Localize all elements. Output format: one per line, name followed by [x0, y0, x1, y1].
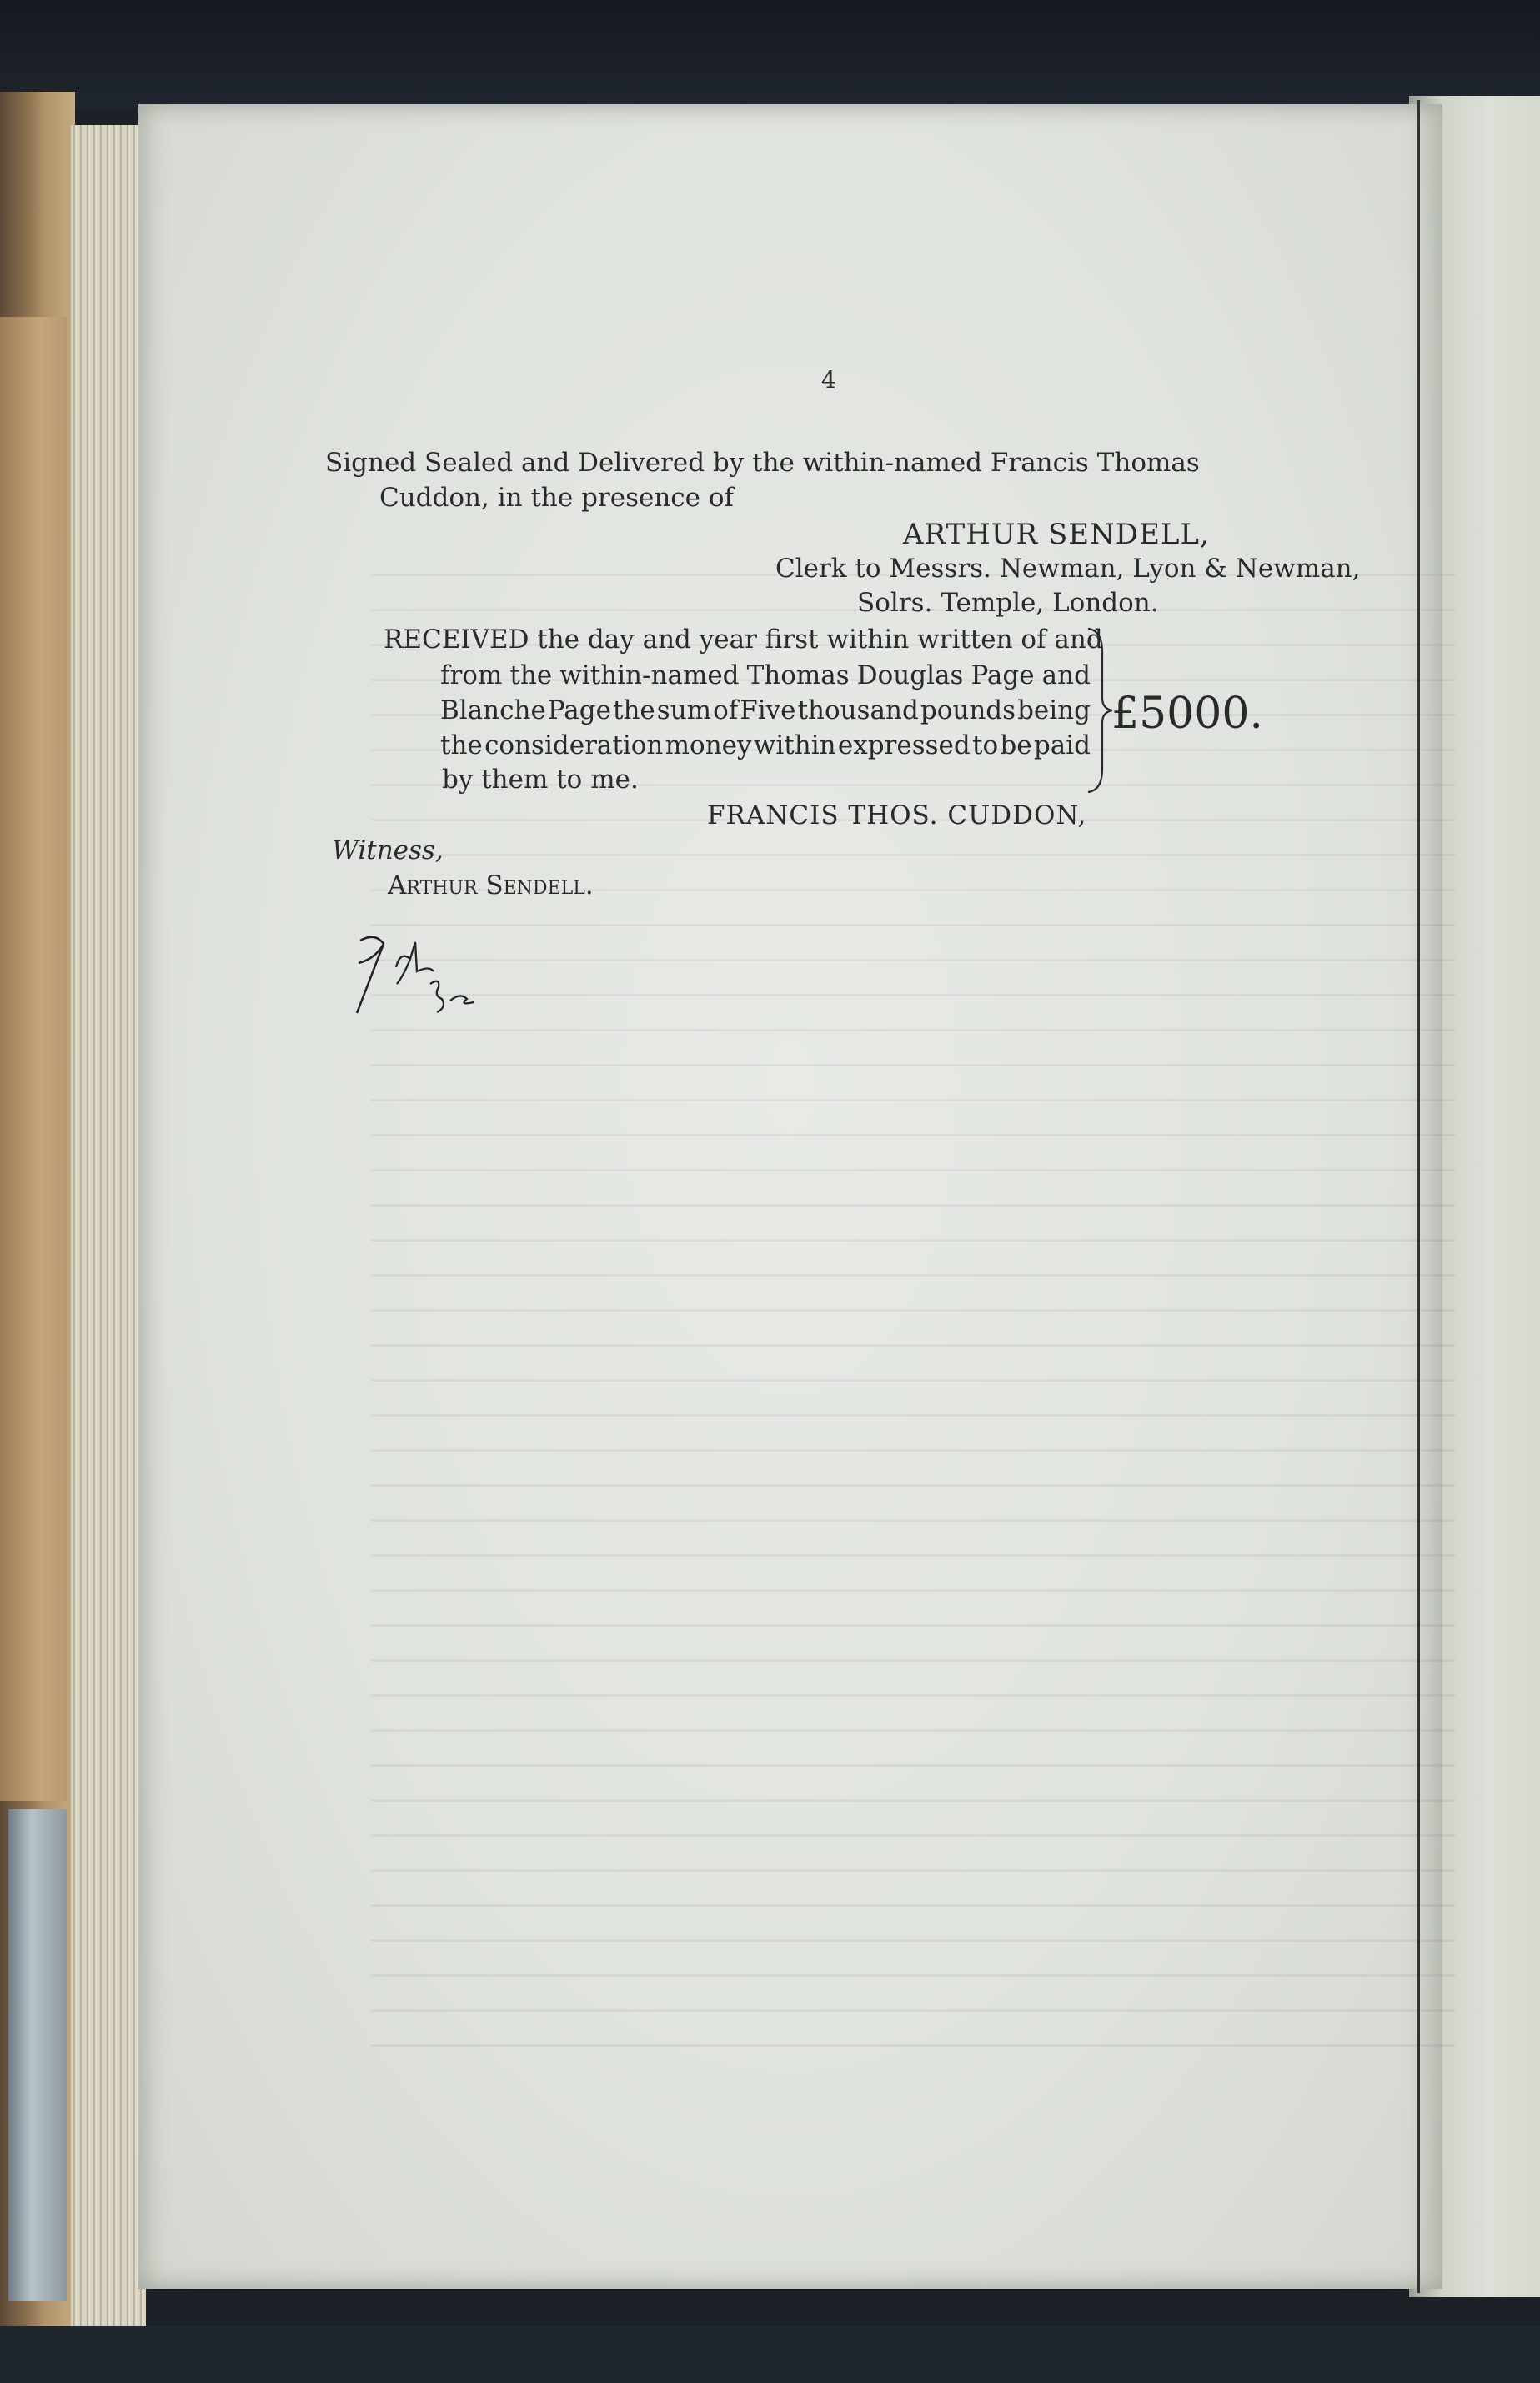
receipt-word: Thomas: [746, 660, 850, 690]
receipt-word: be: [1000, 730, 1032, 760]
receipt-word: Douglas: [856, 660, 964, 690]
receipt-line4: [440, 730, 1091, 760]
page-gutter: [1417, 100, 1420, 2293]
book-cover-bottom: [0, 2326, 1540, 2383]
receipt-word: money: [665, 730, 752, 760]
receipt-word: of: [713, 695, 739, 725]
execution-clause-line1: Signed Sealed and Delivered by the within-named Francis Thomas: [325, 448, 1200, 478]
receipt-word: thousand: [797, 695, 919, 725]
witness-signature: Arthur Sendell.: [388, 870, 594, 901]
receipt-line3: [440, 695, 1091, 725]
receipt-word: Page: [547, 695, 611, 725]
receipt-word: the: [509, 660, 553, 690]
document-page: [138, 104, 1442, 2289]
receipt-word: pounds: [920, 695, 1016, 725]
receipt-word: Five: [740, 695, 796, 725]
witness-label: Witness,: [332, 835, 444, 865]
endpaper-block: [8, 1809, 67, 2301]
signatory-name: FRANCIS THOS. CUDDON,: [707, 800, 1087, 830]
receipt-word: Blanche: [440, 695, 546, 725]
receipt-word: the: [440, 730, 483, 760]
execution-clause-line2: Cuddon, in the presence of: [379, 483, 734, 513]
receipt-word: to: [972, 730, 999, 760]
handwritten-initials: [350, 926, 492, 1017]
receipt-word: paid: [1033, 730, 1091, 760]
receipt-word: and: [1041, 660, 1091, 690]
receipt-word: Page: [971, 660, 1035, 690]
receipt-line5: by them to me.: [442, 765, 639, 795]
solicitors-line: Solrs. Temple, London.: [857, 588, 1159, 618]
receipt-word: consideration: [484, 730, 664, 760]
book-cover-top: [0, 0, 1540, 108]
receipt-line1: RECEIVED the day and year first within written of and: [384, 625, 1103, 655]
receipt-amount: £5000.: [1111, 689, 1263, 739]
page-edges: [71, 125, 146, 2376]
receipt-word: sum: [656, 695, 712, 725]
receipt-word: within: [753, 730, 836, 760]
page-number: 4: [821, 366, 836, 394]
clerk-line: Clerk to Messrs. Newman, Lyon & Newman,: [775, 554, 1361, 584]
witness-name: ARTHUR SENDELL,: [903, 518, 1210, 551]
receipt-line2: [440, 660, 1091, 690]
receipt-word: within-named: [559, 660, 740, 690]
receipt-word: expressed: [837, 730, 971, 760]
receipt-word: the: [613, 695, 655, 725]
receipt-word: being: [1017, 695, 1091, 725]
receipt-word: from: [440, 660, 503, 690]
leather-strip: [0, 317, 67, 1801]
